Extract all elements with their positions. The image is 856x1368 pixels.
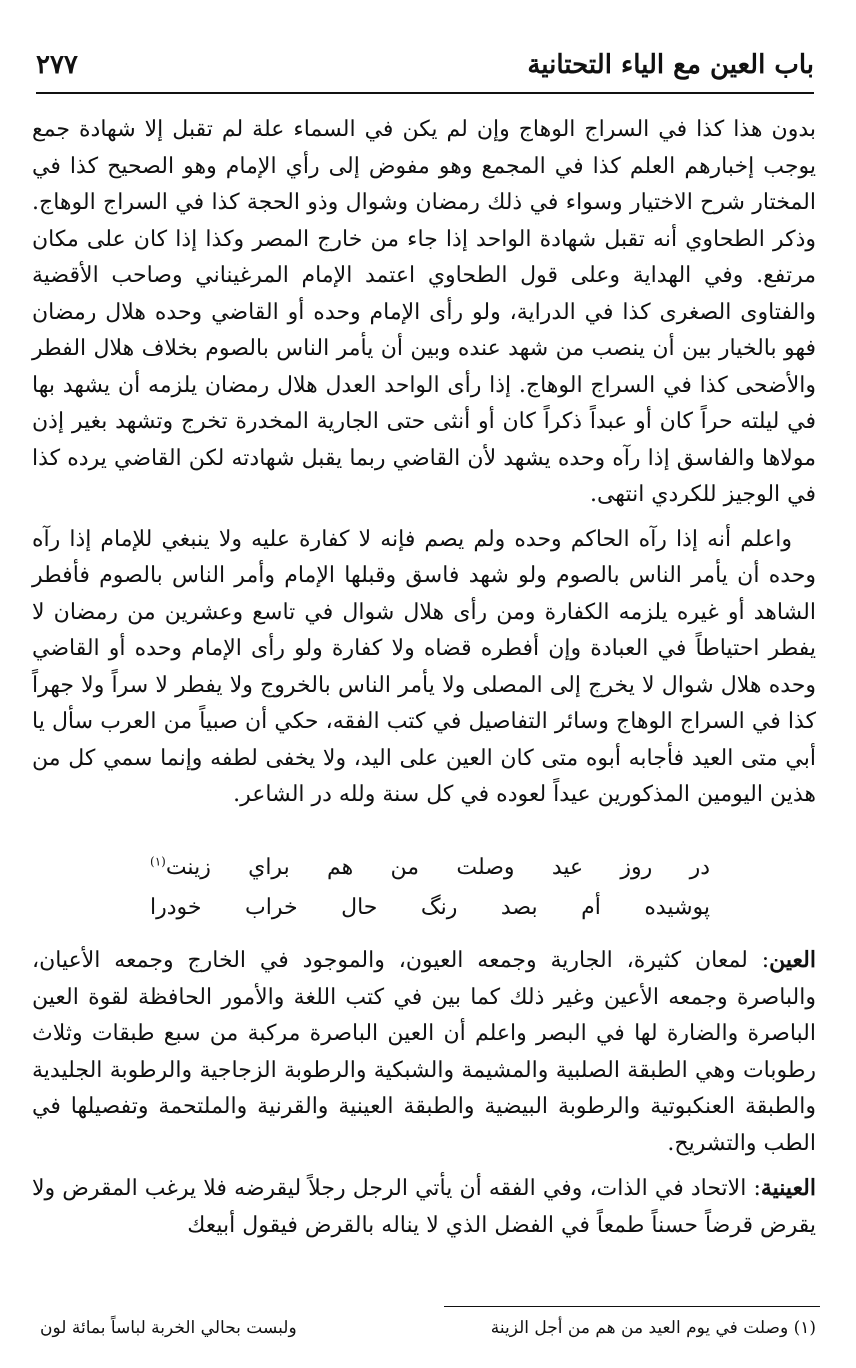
main-text — [32, 112, 816, 822]
verse-line — [150, 888, 710, 928]
entry-term: العين — [769, 947, 816, 973]
footnote-reference: (١) — [150, 854, 166, 869]
verse-text: در روز عيد وصلت من هم براي زينت — [165, 855, 710, 880]
entry-definition: : الاتحاد في الذات، وفي الفقه أن يأتي الرجل رجلاً ليقرضه فلا يرغب المقرض ولا يقرض قرضاً حسناً طمعاً في الفضل الذي لا يناله بالقرض فيقول أبيعك — [32, 1176, 816, 1238]
paragraph: واعلم أنه إذا رآه الحاكم وحده ولم يصم فإنه لا كفارة عليه ولا ينبغي للإمام إذا رآه وحده أن يأمر الناس بالصوم ولو شهد فاسق وقبلها الإمام وأمر الناس بالصوم فأفطر الشاهد أو غيره يلزمه الكفارة ومن رأى هلال شوال في تاسع وعشرين من رمضان لا يفطر احتياطاً في العبادة وإن أفطره قضاه ولا كفارة ولو رأى الإمام وحده أو القاضي وحده هلال شوال لا يخرج إلى المصلى ولا يأمر الناس بالخروج ولا يفطر لا سراً ولا جهراً كذا في السراج الوهاج وسائر التفاصيل في كتب الفقه، حكي أن صبياً من العرب سأل يا أبي متى العيد فأجابه أبوه متى كان العين على اليد، ولا يخفى لطفه وإنما سمي كل من هذين اليومين المذكورين عيداً لعوده في كل سنة ولله در الشاعر. — [32, 526, 816, 807]
page-header — [36, 40, 814, 90]
verse-line — [150, 848, 710, 888]
dictionary-entry — [32, 942, 816, 1162]
footnotes — [40, 1318, 816, 1348]
chapter-title: باب العين مع الياء التحتانية — [527, 50, 814, 80]
header-rule — [36, 92, 814, 94]
entry-definition: : لمعان كثيرة، الجارية وجمعه العيون، والموجود في الخارج وجمعه الأعيان، والباصرة وجمعه الأعين وغير ذلك كما بين في كتب اللغة والأمور الحافظة لقوة العين الباصرة والضارة لها في البصر واعلم أن العين الباصرة مركبة من سبع طبقات وثلاث رطوبات وهي الطبقة الصلبية والمشيمة والشبكية والرطوبة الزجاجية والرطوبة الجليدية والطبقة العنكبوتية والرطوبة البيضية والطبقة العينية والقرنية والملتحمة وتفصيلها في الطب والتشريح. — [32, 948, 816, 1156]
dictionary-entry — [32, 1170, 816, 1244]
dictionary-entries — [32, 942, 816, 1252]
footnote-text: (١) وصلت في يوم العيد من هم من أجل الزينة — [490, 1318, 816, 1338]
paragraph: بدون هذا كذا في السراج الوهاج وإن لم يكن في السماء علة لم تقبل إلا شهادة جمع يوجب إخبارهم العلم كذا في المجمع وهو مفوض إلى رأي الإمام وهو الصحيح كذا في المختار شرح الاختيار وسواء في ذلك رمضان وشوال وذو الحجة كذا في السراج الوهاج. وذكر الطحاوي أنه تقبل شهادة الواحد إذا جاء من خارج المصر وكذا إذا كان على مكان مرتفع. وفي الهداية وعلى قول الطحاوي اعتمد الإمام المرغيناني وصاحب الأقضية والفتاوى الصغرى كذا في الدراية، ولو رأى الإمام وحده أو القاضي وحده هلال رمضان فهو بالخيار بين أن ينصب من شهد عنده وبين أن يأمر الناس بالصوم بخلاف هلال الفطر والأضحى كذا في السراج الوهاج. إذا رأى الواحد العدل هلال رمضان يلزمه أن يشهد بها في ليلته حراً كان أو عبداً ذكراً كان أو أنثى حتى الجارية المخدرة تخرج وتشهد بغير إذن مولاها والفاسق إذا رآه وحده يشهد لأن القاضي ربما يقبل شهادته لكن القاضي يرده كذا في الوجيز للكردي انتهى. — [32, 117, 816, 507]
entry-term: العينية — [760, 1175, 816, 1201]
page-number: ٢٧٧ — [36, 50, 78, 80]
footnote-rule — [444, 1306, 820, 1307]
footnote-text: ولبست بحالي الخربة لباساً بمائة لون — [40, 1318, 297, 1338]
verse-text: پوشيده أم بصد رنگ حال خراب خودرا — [150, 895, 710, 920]
